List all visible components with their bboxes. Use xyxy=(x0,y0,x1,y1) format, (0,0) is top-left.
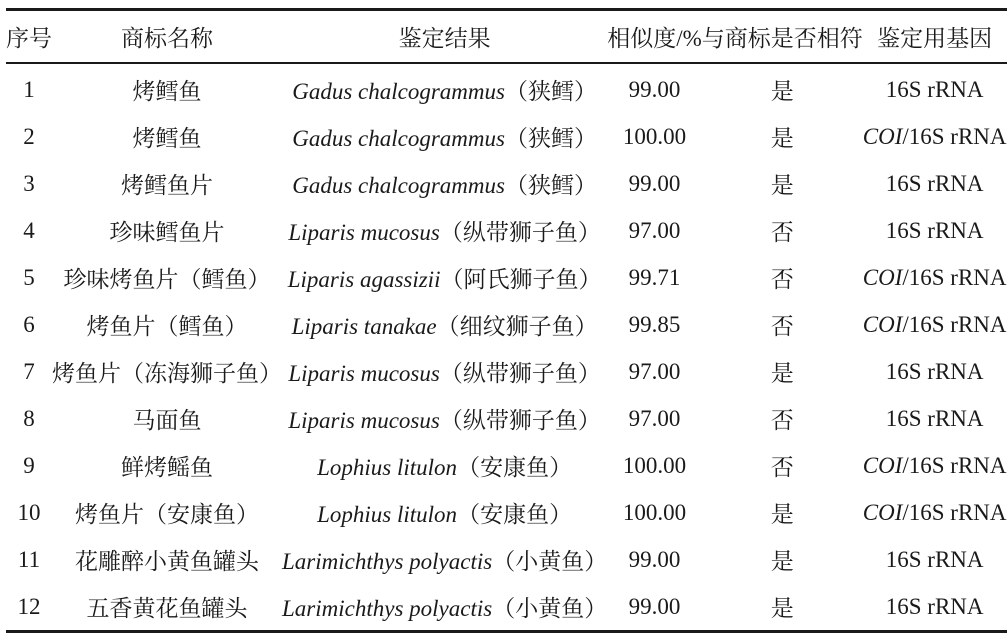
cell-gene xyxy=(863,348,1007,395)
cell-similarity: 97.00 xyxy=(628,217,681,243)
table-row xyxy=(6,442,1007,489)
cell-result xyxy=(282,489,607,536)
table-row xyxy=(6,583,1007,632)
common-name: （小黄鱼） xyxy=(492,549,608,574)
table-row xyxy=(6,254,1007,301)
cell-match: 是 xyxy=(770,502,794,527)
cell-trademark: 五香黄花鱼罐头 xyxy=(86,596,248,621)
cell-result xyxy=(282,442,607,489)
cell-no: 11 xyxy=(17,546,41,572)
gene-text: /16S rRNA xyxy=(902,311,1007,337)
header-no: 序号 xyxy=(6,10,52,64)
cell-similarity: 97.00 xyxy=(628,405,681,431)
species-name: Lophius litulon xyxy=(317,502,458,527)
cell-no: 8 xyxy=(23,405,35,431)
cell-result xyxy=(282,301,607,348)
common-name: （狭鳕） xyxy=(504,79,597,104)
header-gene: 鉴定用基因 xyxy=(863,10,1007,64)
gene-text: 16S rRNA xyxy=(885,217,984,243)
gene-italic: COI xyxy=(862,123,903,149)
cell-result xyxy=(282,536,607,583)
table-row xyxy=(6,536,1007,583)
cell-trademark: 珍味烤鱼片（鳕鱼） xyxy=(63,267,271,292)
cell-gene xyxy=(863,160,1007,207)
gene-italic: COI xyxy=(862,499,903,525)
gene-text: 16S rRNA xyxy=(885,76,984,102)
cell-result xyxy=(282,160,607,207)
cell-match: 否 xyxy=(770,267,794,292)
species-name: Liparis agassizii xyxy=(287,267,441,292)
cell-similarity: 99.00 xyxy=(628,76,681,102)
gene-text: 16S rRNA xyxy=(885,546,984,572)
cell-result xyxy=(282,254,607,301)
species-name: Lophius litulon xyxy=(317,455,458,480)
cell-gene xyxy=(863,489,1007,536)
species-name: Liparis tanakae xyxy=(291,314,437,339)
cell-match: 否 xyxy=(770,408,794,433)
common-name: （细纹狮子鱼） xyxy=(436,314,598,339)
gene-italic: COI xyxy=(862,264,903,290)
common-name: （狭鳕） xyxy=(504,126,597,151)
species-name: Liparis mucosus xyxy=(288,408,440,433)
cell-similarity: 99.71 xyxy=(628,264,681,290)
cell-gene xyxy=(863,207,1007,254)
gene-text: 16S rRNA xyxy=(885,170,984,196)
cell-trademark: 烤鳕鱼片 xyxy=(121,173,213,198)
gene-text: /16S rRNA xyxy=(902,499,1007,525)
gene-text: 16S rRNA xyxy=(885,358,984,384)
cell-match: 是 xyxy=(770,361,794,386)
cell-trademark: 鲜烤鳐鱼 xyxy=(121,455,213,480)
cell-trademark: 烤鳕鱼 xyxy=(132,126,202,151)
cell-similarity: 99.00 xyxy=(628,546,681,572)
cell-no: 9 xyxy=(23,452,35,478)
cell-match: 是 xyxy=(770,173,794,198)
cell-trademark: 烤鱼片（冻海狮子鱼） xyxy=(52,361,282,386)
cell-similarity: 99.85 xyxy=(628,311,681,337)
header-similarity: 相似度/% xyxy=(607,10,702,64)
cell-match: 是 xyxy=(770,549,794,574)
cell-gene xyxy=(863,536,1007,583)
cell-gene xyxy=(863,395,1007,442)
cell-result xyxy=(282,63,607,113)
cell-similarity: 100.00 xyxy=(622,452,687,478)
gene-text: /16S rRNA xyxy=(902,452,1007,478)
cell-trademark: 花雕醉小黄鱼罐头 xyxy=(75,549,259,574)
cell-match: 否 xyxy=(770,455,794,480)
common-name: （纵带狮子鱼） xyxy=(439,408,601,433)
common-name: （纵带狮子鱼） xyxy=(439,361,601,386)
common-name: （安康鱼） xyxy=(457,502,573,527)
table-row xyxy=(6,489,1007,536)
gene-text: /16S rRNA xyxy=(902,264,1007,290)
species-name: Larimichthys polyactis xyxy=(282,549,493,574)
cell-no: 12 xyxy=(17,593,41,619)
cell-result xyxy=(282,583,607,632)
common-name: （纵带狮子鱼） xyxy=(439,220,601,245)
cell-no: 2 xyxy=(23,123,35,149)
species-name: Larimichthys polyactis xyxy=(282,596,493,621)
cell-no: 10 xyxy=(17,499,41,525)
cell-trademark: 烤鱼片（鳕鱼） xyxy=(86,314,248,339)
cell-no: 6 xyxy=(23,311,35,337)
table-row xyxy=(6,348,1007,395)
cell-gene xyxy=(863,113,1007,160)
cell-match: 是 xyxy=(770,596,794,621)
cell-gene xyxy=(863,254,1007,301)
cell-similarity: 97.00 xyxy=(628,358,681,384)
table-body xyxy=(6,63,1007,632)
cell-gene xyxy=(863,63,1007,113)
identification-table xyxy=(6,8,1007,633)
table-row xyxy=(6,301,1007,348)
cell-similarity: 100.00 xyxy=(622,499,687,525)
header-result: 鉴定结果 xyxy=(282,10,607,64)
species-name: Liparis mucosus xyxy=(288,220,440,245)
header-row xyxy=(6,10,1007,64)
header-match: 与商标是否相符 xyxy=(702,10,863,64)
cell-trademark: 马面鱼 xyxy=(132,408,202,433)
species-name: Gadus chalcogrammus xyxy=(292,126,505,151)
cell-match: 否 xyxy=(770,220,794,245)
cell-similarity: 99.00 xyxy=(628,170,681,196)
cell-match: 是 xyxy=(770,79,794,104)
cell-no: 3 xyxy=(23,170,35,196)
table-row xyxy=(6,160,1007,207)
cell-similarity: 99.00 xyxy=(628,593,681,619)
species-name: Gadus chalcogrammus xyxy=(292,79,505,104)
species-name: Gadus chalcogrammus xyxy=(292,173,505,198)
cell-match: 否 xyxy=(770,314,794,339)
header-trademark: 商标名称 xyxy=(52,10,282,64)
gene-text: 16S rRNA xyxy=(885,405,984,431)
cell-match: 是 xyxy=(770,126,794,151)
cell-result xyxy=(282,395,607,442)
table-row xyxy=(6,113,1007,160)
gene-italic: COI xyxy=(862,311,903,337)
table-row xyxy=(6,207,1007,254)
gene-text: 16S rRNA xyxy=(885,593,984,619)
cell-result xyxy=(282,113,607,160)
cell-no: 5 xyxy=(23,264,35,290)
cell-result xyxy=(282,348,607,395)
species-name: Liparis mucosus xyxy=(288,361,440,386)
common-name: （小黄鱼） xyxy=(492,596,608,621)
cell-trademark: 烤鳕鱼 xyxy=(132,79,202,104)
cell-no: 1 xyxy=(23,76,35,102)
common-name: （狭鳕） xyxy=(504,173,597,198)
common-name: （安康鱼） xyxy=(457,455,573,480)
cell-gene xyxy=(863,301,1007,348)
gene-text: /16S rRNA xyxy=(902,123,1007,149)
cell-gene xyxy=(863,583,1007,632)
cell-trademark: 珍味鳕鱼片 xyxy=(109,220,225,245)
cell-no: 7 xyxy=(23,358,35,384)
common-name: （阿氏狮子鱼） xyxy=(440,267,602,292)
table-row xyxy=(6,63,1007,113)
cell-similarity: 100.00 xyxy=(622,123,687,149)
table-row xyxy=(6,395,1007,442)
cell-gene xyxy=(863,442,1007,489)
gene-italic: COI xyxy=(862,452,903,478)
cell-no: 4 xyxy=(23,217,35,243)
cell-trademark: 烤鱼片（安康鱼） xyxy=(75,502,259,527)
cell-result xyxy=(282,207,607,254)
